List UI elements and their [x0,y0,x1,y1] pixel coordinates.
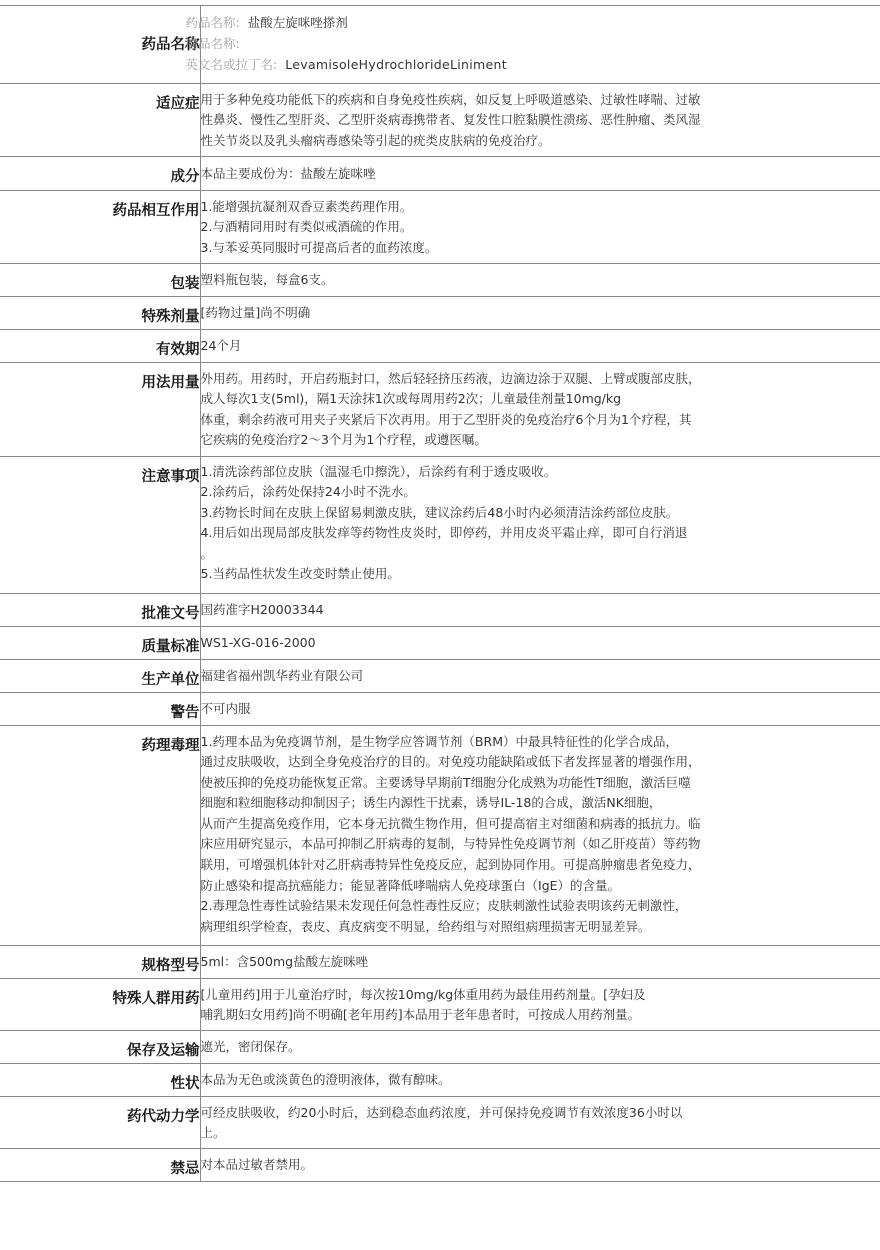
value-line: 1.清洗涂药部位皮肤（温湿毛巾擦洗），后涂药有利于透皮吸收。 [200,463,557,479]
value-line: 使被压抑的免疫功能恢复正常。主要诱导早期前T细胞分化成熟为功能性T细胞，激活巨噬 [200,774,691,790]
row-label: 规格型号 [0,945,200,978]
table-row [0,83,880,156]
generic-name-label: 药品名称: [185,15,240,30]
row-label: 用法用量 [0,362,200,456]
drug-spec-table [0,5,880,1182]
value-line: 2.毒理急性毒性试验结果未发现任何急性毒性反应；皮肤刺激性试验表明该药无刺激性， [200,898,688,914]
value-line: 遮光，密闭保存。 [200,1038,301,1054]
value-line: WS1-XG-016-2000 [200,634,316,650]
table-row [0,978,880,1030]
value-line: 性关节炎以及乳头瘤病毒感染等引起的疣类皮肤病的免疫治疗。 [200,132,551,148]
value-line: 5.当药品性状发生改变时禁止使用。 [200,566,400,582]
value-line: 。 [200,545,214,561]
table-row [0,1096,880,1148]
value-line: 3.药物长时间在皮肤上保留易刺激皮肤，建议涂药后48小时内必须清洁涂药部位皮肤。 [200,504,679,520]
value-line: 福建省福州凯华药业有限公司 [200,667,364,683]
row-value [200,329,880,362]
value-line: [儿童用药]用于儿童治疗时，每次按10mg/kg体重用药为最佳用药剂量。[孕妇及 [200,986,646,1002]
table-row [0,593,880,626]
table-row [0,659,880,692]
table-row [0,692,880,725]
generic-name-line [176,12,880,33]
row-label: 性状 [0,1063,200,1096]
table-row [0,263,880,296]
english-name-line [176,54,880,75]
value-line: 本品主要成份为：盐酸左旋咪唑 [200,165,376,181]
row-label: 药品相互作用 [0,190,200,263]
value-line: 塑料瓶包装，每盒6支。 [200,271,334,287]
row-value [200,1096,880,1148]
table-row [0,190,880,263]
value-line: 防止感染和提高抗癌能力；能显著降低哮喘病人免疫球蛋白（IgE）的含量。 [200,877,621,893]
generic-name-value: 盐酸左旋咪唑搽剂 [247,15,348,30]
row-label: 药代动力学 [0,1096,200,1148]
table-row [0,362,880,456]
value-line: 通过皮肤吸收，达到全身免疫治疗的目的。对免疫功能缺陷或低下者发挥显著的增强作用， [200,754,701,770]
row-label: 特殊剂量 [0,296,200,329]
row-value [200,978,880,1030]
table-row [0,296,880,329]
trade-name-label: 商品名称: [185,36,240,51]
row-label: 适应症 [0,83,200,156]
value-line: 1.药理本品为免疫调节剂，是生物学应答调节剂（BRM）中最具特征性的化学合成品， [200,733,678,749]
value-line: 对本品过敏者禁用。 [200,1156,314,1172]
row-label: 包装 [0,263,200,296]
value-line: 24个月 [200,337,242,353]
row-label: 特殊人群用药 [0,978,200,1030]
row-value [200,263,880,296]
row-value [200,83,880,156]
value-line: [药物过量]尚不明确 [200,304,311,320]
row-value [200,659,880,692]
table-row [0,456,880,593]
table-row [0,329,880,362]
table-row [0,1063,880,1096]
value-line: 2.与酒精同用时有类似戒酒硫的作用。 [200,219,413,235]
value-line: 性鼻炎、慢性乙型肝炎、乙型肝炎病毒携带者、复发性口腔黏膜性溃疡、恶性肿瘤、类风湿 [200,112,701,128]
row-label: 警告 [0,692,200,725]
value-line: 国药准字H20003344 [200,601,324,617]
value-line: 外用药。用药时，开启药瓶封口，然后轻轻挤压药液，边滴边涂于双腿、上臂或腹部皮肤， [200,370,701,386]
row-label: 禁忌 [0,1148,200,1181]
value-line: 它疾病的免疫治疗2～3个月为1个疗程，或遵医嘱。 [200,432,487,448]
value-line: 不可内服 [200,700,251,716]
table-row [0,156,880,190]
table-row [0,626,880,659]
value-line: 成人每次1支(5ml)，隔1天涂抹1次或每周用药2次；儿童最佳剂量10mg/kg [200,391,622,407]
value-line: 用于多种免疫功能低下的疾病和自身免疫性疾病，如反复上呼吸道感染、过敏性哮喘、过敏 [200,91,701,107]
value-line: 本品为无色或淡黄色的澄明液体，微有醇味。 [200,1071,451,1087]
table-row [0,1148,880,1181]
row-label: 药理毒理 [0,725,200,945]
row-label: 质量标准 [0,626,200,659]
value-line: 2.涂药后，涂药处保持24小时不洗水。 [200,484,416,500]
row-label: 注意事项 [0,456,200,593]
row-value [200,692,880,725]
value-line: 病理组织学检查，表皮、真皮病变不明显，给药组与对照组病理损害无明显差异。 [200,918,651,934]
value-line: 体重，剩余药液可用夹子夹紧后下次再用。用于乙型肝炎的免疫治疗6个月为1个疗程，其 [200,411,692,427]
row-label: 生产单位 [0,659,200,692]
value-line: 上。 [200,1125,226,1141]
row-label: 成分 [0,156,200,190]
row-value [200,456,880,593]
row-value [200,1148,880,1181]
row-value [200,190,880,263]
english-name-value: LevamisoleHydrochlorideLiniment [285,57,507,72]
table-row [0,945,880,978]
row-value [185,5,880,83]
english-name-label: 英文名或拉丁名: [185,57,278,72]
row-label: 批准文号 [0,593,200,626]
row-value [200,725,880,945]
value-line: 5ml：含500mg盐酸左旋咪唑 [200,953,369,969]
value-line: 联用，可增强机体针对乙肝病毒特异性免疫反应，起到协同作用。可提高肿瘤患者免疫力， [200,857,701,873]
row-value [200,593,880,626]
value-line: 从而产生提高免疫作用，它本身无抗微生物作用，但可提高宿主对细菌和病毒的抵抗力。临 [200,815,701,831]
value-line: 3.与苯妥英同服时可提高后者的血药浓度。 [200,239,438,255]
value-line: 4.用后如出现局部皮肤发痒等药物性皮炎时，即停药，并用皮炎平霜止痒，即可自行消退 [200,525,688,541]
table-row [0,725,880,945]
table-row [0,1030,880,1063]
table-row-drug-name [0,5,880,83]
row-label: 药品名称 [0,5,200,83]
value-line: 细胞和粒细胞移动抑制因子；诱生内源性干扰素，诱导IL-18的合成，激活NK细胞， [200,795,662,811]
row-value [200,626,880,659]
row-label: 有效期 [0,329,200,362]
row-value [200,1063,880,1096]
value-line: 1.能增强抗凝剂双香豆素类药理作用。 [200,198,413,214]
value-line: 可经皮肤吸收，约20小时后，达到稳态血药浓度，并可保持免疫调节有效浓度36小时以 [200,1104,683,1120]
value-line: 床应用研究显示，本品可抑制乙肝病毒的复制，与特异性免疫调节剂（如乙肝疫苗）等药物 [200,836,701,852]
row-value [200,362,880,456]
row-value [200,156,880,190]
row-value [200,945,880,978]
value-line: 哺乳期妇女用药]尚不明确[老年用药]本品用于老年患者时，可按成人用药剂量。 [200,1007,641,1023]
row-label: 保存及运输 [0,1030,200,1063]
row-value [200,1030,880,1063]
trade-name-line [176,33,880,54]
row-value [200,296,880,329]
